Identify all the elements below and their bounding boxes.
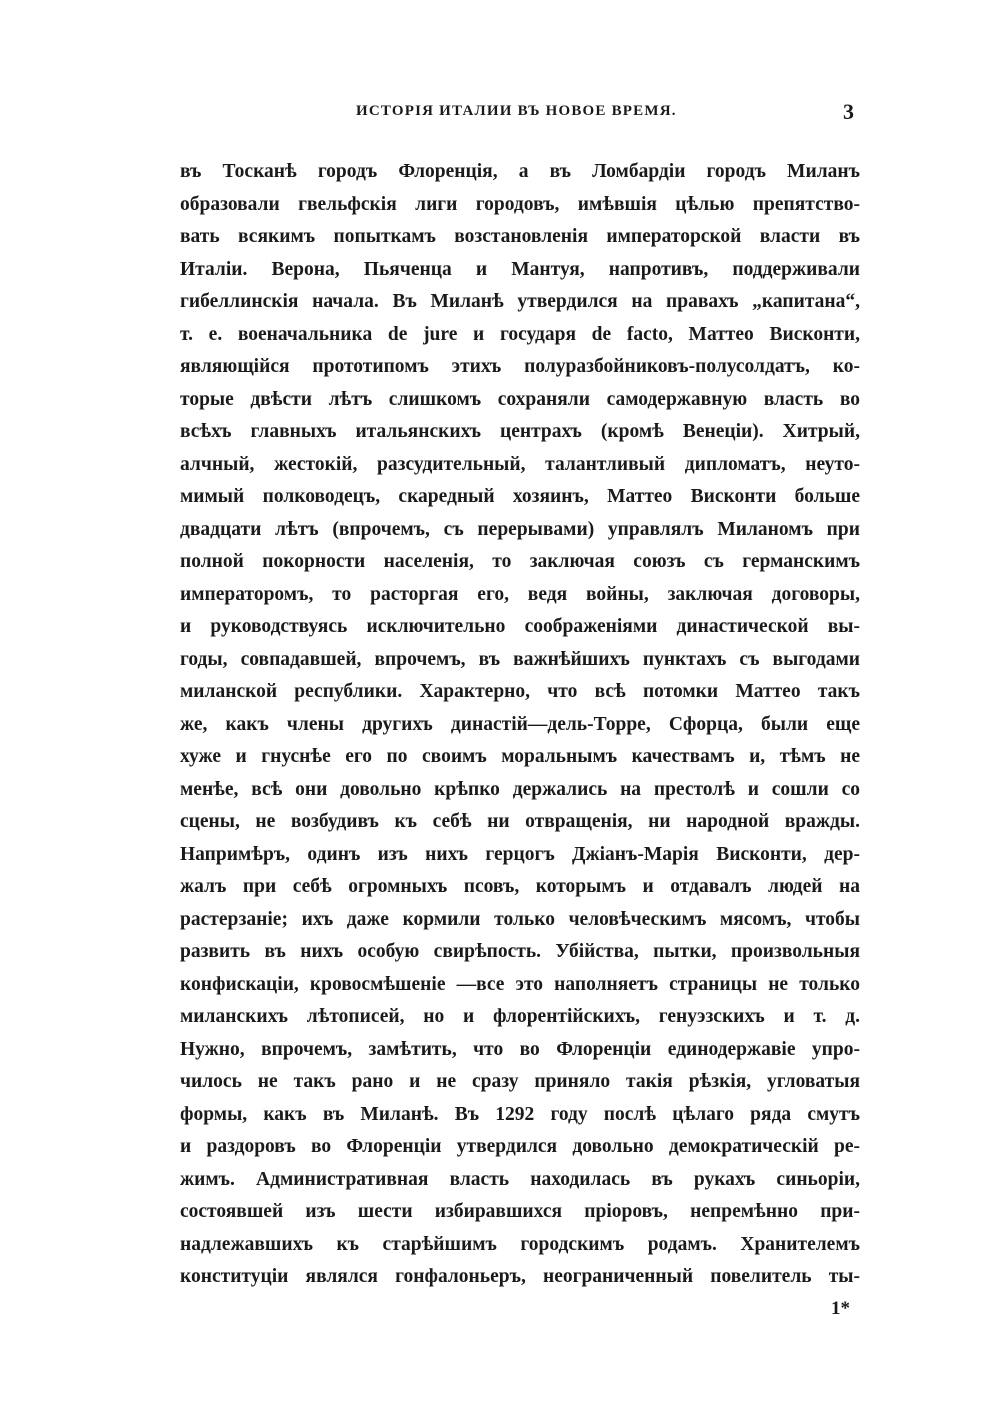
text-line: формы, какъ въ Миланѣ. Въ 1292 году послѣ цѣлаго ряда смутъ	[180, 1103, 860, 1125]
text-line: являющійся прототипомъ этихъ полуразбойниковъ-полусолдатъ, ко-	[180, 356, 860, 377]
text-line: конституціи являлся гонфалоньеръ, неограниченный повелитель ты-	[180, 1266, 860, 1287]
text-line: хуже и гнуснѣе его по своимъ моральнымъ качествамъ и, тѣмъ не	[180, 746, 860, 767]
text-line: и раздоровъ во Флоренціи утвердился довольно демократическій ре-	[180, 1136, 860, 1157]
text-line: въ Тосканѣ городъ Флоренція, а въ Ломбардіи городъ Миланъ	[180, 161, 860, 182]
text-line: сцены, не возбудивъ къ себѣ ни отвращенія, ни народной вражды.	[180, 811, 860, 832]
text-line: всѣхъ главныхъ итальянскихъ центрахъ (кромѣ Венеціи). Хитрый,	[180, 421, 860, 442]
text-line: Италіи. Верона, Пьяченца и Мантуя, напротивъ, поддерживали	[180, 258, 860, 280]
text-line: конфискаціи, кровосмѣшеніе —все это наполняетъ страницы не только	[180, 973, 860, 995]
text-line: жимъ. Административная власть находилась въ рукахъ синьоріи,	[180, 1168, 860, 1190]
text-line: миланскихъ лѣтописей, но и флорентійскихъ, генуэзскихъ и т. д.	[180, 1006, 860, 1027]
text-line: императоромъ, то расторгая его, ведя войны, заключая договоры,	[180, 583, 860, 605]
text-line: полной покорности населенія, то заключая союзъ съ германскимъ	[180, 551, 860, 572]
signature-mark: 1*	[831, 1298, 850, 1319]
text-line: торые двѣсти лѣтъ слишкомъ сохраняли самодержавную власть во	[180, 388, 860, 410]
body-text	[180, 156, 860, 1294]
text-line: гибеллинскія начала. Въ Миланѣ утвердился на правахъ „капитана“,	[180, 291, 860, 312]
text-line: Напримѣръ, одинъ изъ нихъ герцогъ Джіанъ-Марія Висконти, дер-	[180, 843, 860, 865]
text-line: вать всякимъ попыткамъ возстановленія императорской власти въ	[180, 226, 860, 247]
page-number: 3	[843, 99, 854, 124]
text-line: же, какъ члены другихъ династій—дель-Торре, Сфорца, были еще	[180, 713, 860, 735]
text-line: алчный, жестокій, разсудительный, талантливый дипломатъ, неуто-	[180, 453, 860, 475]
text-line: двадцати лѣтъ (впрочемъ, съ перерывами) управлялъ Миланомъ при	[180, 518, 860, 540]
text-line: т. е. военачальника de jure и государя de facto, Маттео Висконти,	[180, 323, 860, 345]
text-line: состоявшей изъ шести избиравшихся пріоровъ, непремѣнно при-	[180, 1201, 860, 1222]
running-title: ИСТОРІЯ ИТАЛИИ ВЪ НОВОЕ ВРЕМЯ.	[356, 103, 677, 119]
text-line: развить въ нихъ особую свирѣпость. Убійства, пытки, произвольныя	[180, 941, 860, 962]
running-head	[180, 99, 860, 127]
text-line: мимый полководецъ, скаредный хозяинъ, Маттео Висконти больше	[180, 486, 860, 507]
text-line: чилось не такъ рано и не сразу приняло такія рѣзкія, угловатыя	[180, 1071, 860, 1092]
text-line: растерзаніе; ихъ даже кормили только человѣческимъ мясомъ, чтобы	[180, 908, 860, 930]
text-line: менѣе, всѣ они довольно крѣпко держались на престолѣ и сошли со	[180, 778, 860, 800]
text-line: и руководствуясь исключительно соображеніями династической вы-	[180, 616, 860, 637]
text-line: миланской республики. Характерно, что всѣ потомки Маттео такъ	[180, 681, 860, 702]
text-line: надлежавшихъ къ старѣйшимъ городскимъ родамъ. Хранителемъ	[180, 1233, 860, 1255]
text-line: образовали гвельфскія лиги городовъ, имѣвшія цѣлью препятство-	[180, 193, 860, 215]
text-line: Нужно, впрочемъ, замѣтить, что во Флоренціи единодержавіе упро-	[180, 1038, 860, 1060]
text-line: жалъ при себѣ огромныхъ псовъ, которымъ и отдавалъ людей на	[180, 876, 860, 897]
text-line: годы, совпадавшей, впрочемъ, въ важнѣйшихъ пунктахъ съ выгодами	[180, 648, 860, 670]
